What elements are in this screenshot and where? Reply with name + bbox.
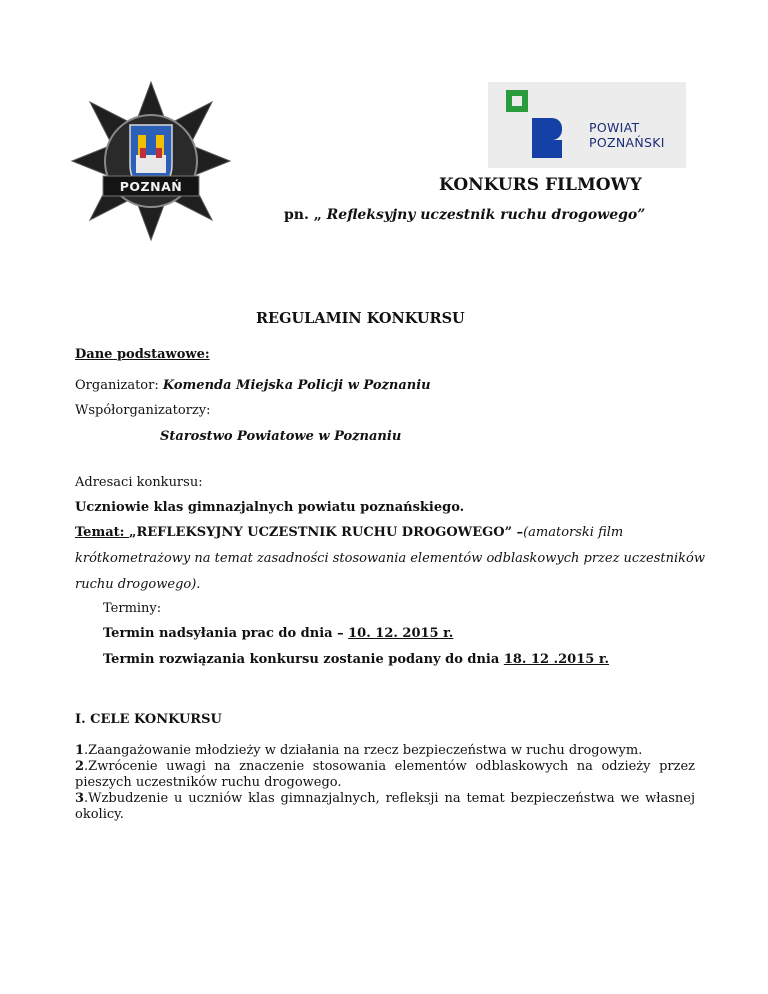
powiat-poznanski-logo <box>488 82 686 168</box>
logo-blue-arc <box>552 118 562 140</box>
deadline1-text: Termin nadsyłania prac do dnia – <box>103 626 349 641</box>
logo-blue-base <box>532 140 562 158</box>
deadline2-text: Termin rozwiązania konkursu zostanie podany do dnia <box>103 652 504 667</box>
addressees-value: Uczniowie klas gimnazjalnych powiatu poznańskiego. <box>75 500 465 515</box>
deadline-results <box>103 652 609 667</box>
subtitle-italic: Refleksyjny uczestnik ruchu drogowego” <box>326 207 646 223</box>
goal-number: 3 <box>75 791 85 806</box>
topic-desc-2: krótkometrażowy na temat zasadności stosowania elementów odblaskowych przez uczestników <box>75 551 706 566</box>
contest-subtitle <box>284 207 645 223</box>
subtitle-prefix: pn. „ <box>284 207 327 223</box>
police-badge-logo <box>70 80 232 242</box>
topic-value: „REFLEKSYJNY UCZESTNIK RUCHU DROGOWEGO” – <box>128 525 524 540</box>
regulation-title: REGULAMIN KONKURSU <box>256 310 465 327</box>
topic-label: Temat: <box>75 525 129 540</box>
goal-number: 1 <box>75 743 85 758</box>
topic-desc-3: ruchu drogowego). <box>75 577 201 592</box>
goal-text: .Wzbudzenie u uczniów klas gimnazjalnych, refleksji na temat bezpieczeństwa we własnej okolicy. <box>75 791 695 822</box>
powiat-logo-text <box>589 120 665 150</box>
basic-data-heading: Dane podstawowe: <box>75 347 210 362</box>
goal-item-3 <box>75 791 695 823</box>
topic-desc-1: (amatorski film <box>523 525 624 540</box>
topic-line <box>75 525 623 540</box>
deadline-submission <box>103 626 453 641</box>
goal-item-2 <box>75 759 695 791</box>
goal-text: .Zaangażowanie młodzieży w działania na rzecz bezpieczeństwa w ruchu drogowym. <box>84 743 643 758</box>
coorganizer-value: Starostwo Powiatowe w Poznaniu <box>160 429 402 444</box>
powiat-line2: POZNAŃSKI <box>589 135 665 150</box>
organizer-label: Organizator: <box>75 378 163 393</box>
goals-heading: I. CELE KONKURSU <box>75 712 222 727</box>
goal-number: 2 <box>75 759 85 774</box>
organizer-line <box>75 378 431 393</box>
goal-item-1 <box>75 743 695 759</box>
deadline1-date: 10. 12. 2015 r. <box>348 626 454 641</box>
deadline2-date: 18. 12 .2015 r. <box>503 652 610 667</box>
police-star-icon <box>70 80 232 242</box>
logo-blue-shape <box>532 118 552 140</box>
logo-green-square-hole <box>512 96 522 106</box>
badge-text: POZNAŃ <box>119 179 183 194</box>
organizer-value: Komenda Miejska Policji w Poznaniu <box>162 378 431 393</box>
coorganizers-label: Współorganizatorzy: <box>75 403 211 418</box>
goal-text: .Zwrócenie uwagi na znaczenie stosowania elementów odblaskowych na odzieży przez pieszych uczestników ruchu drogowego. <box>75 759 695 790</box>
deadlines-label: Terminy: <box>103 601 162 616</box>
powiat-line1: POWIAT <box>589 120 640 135</box>
contest-title: KONKURS FILMOWY <box>439 175 642 195</box>
addressees-label: Adresaci konkursu: <box>75 475 203 490</box>
